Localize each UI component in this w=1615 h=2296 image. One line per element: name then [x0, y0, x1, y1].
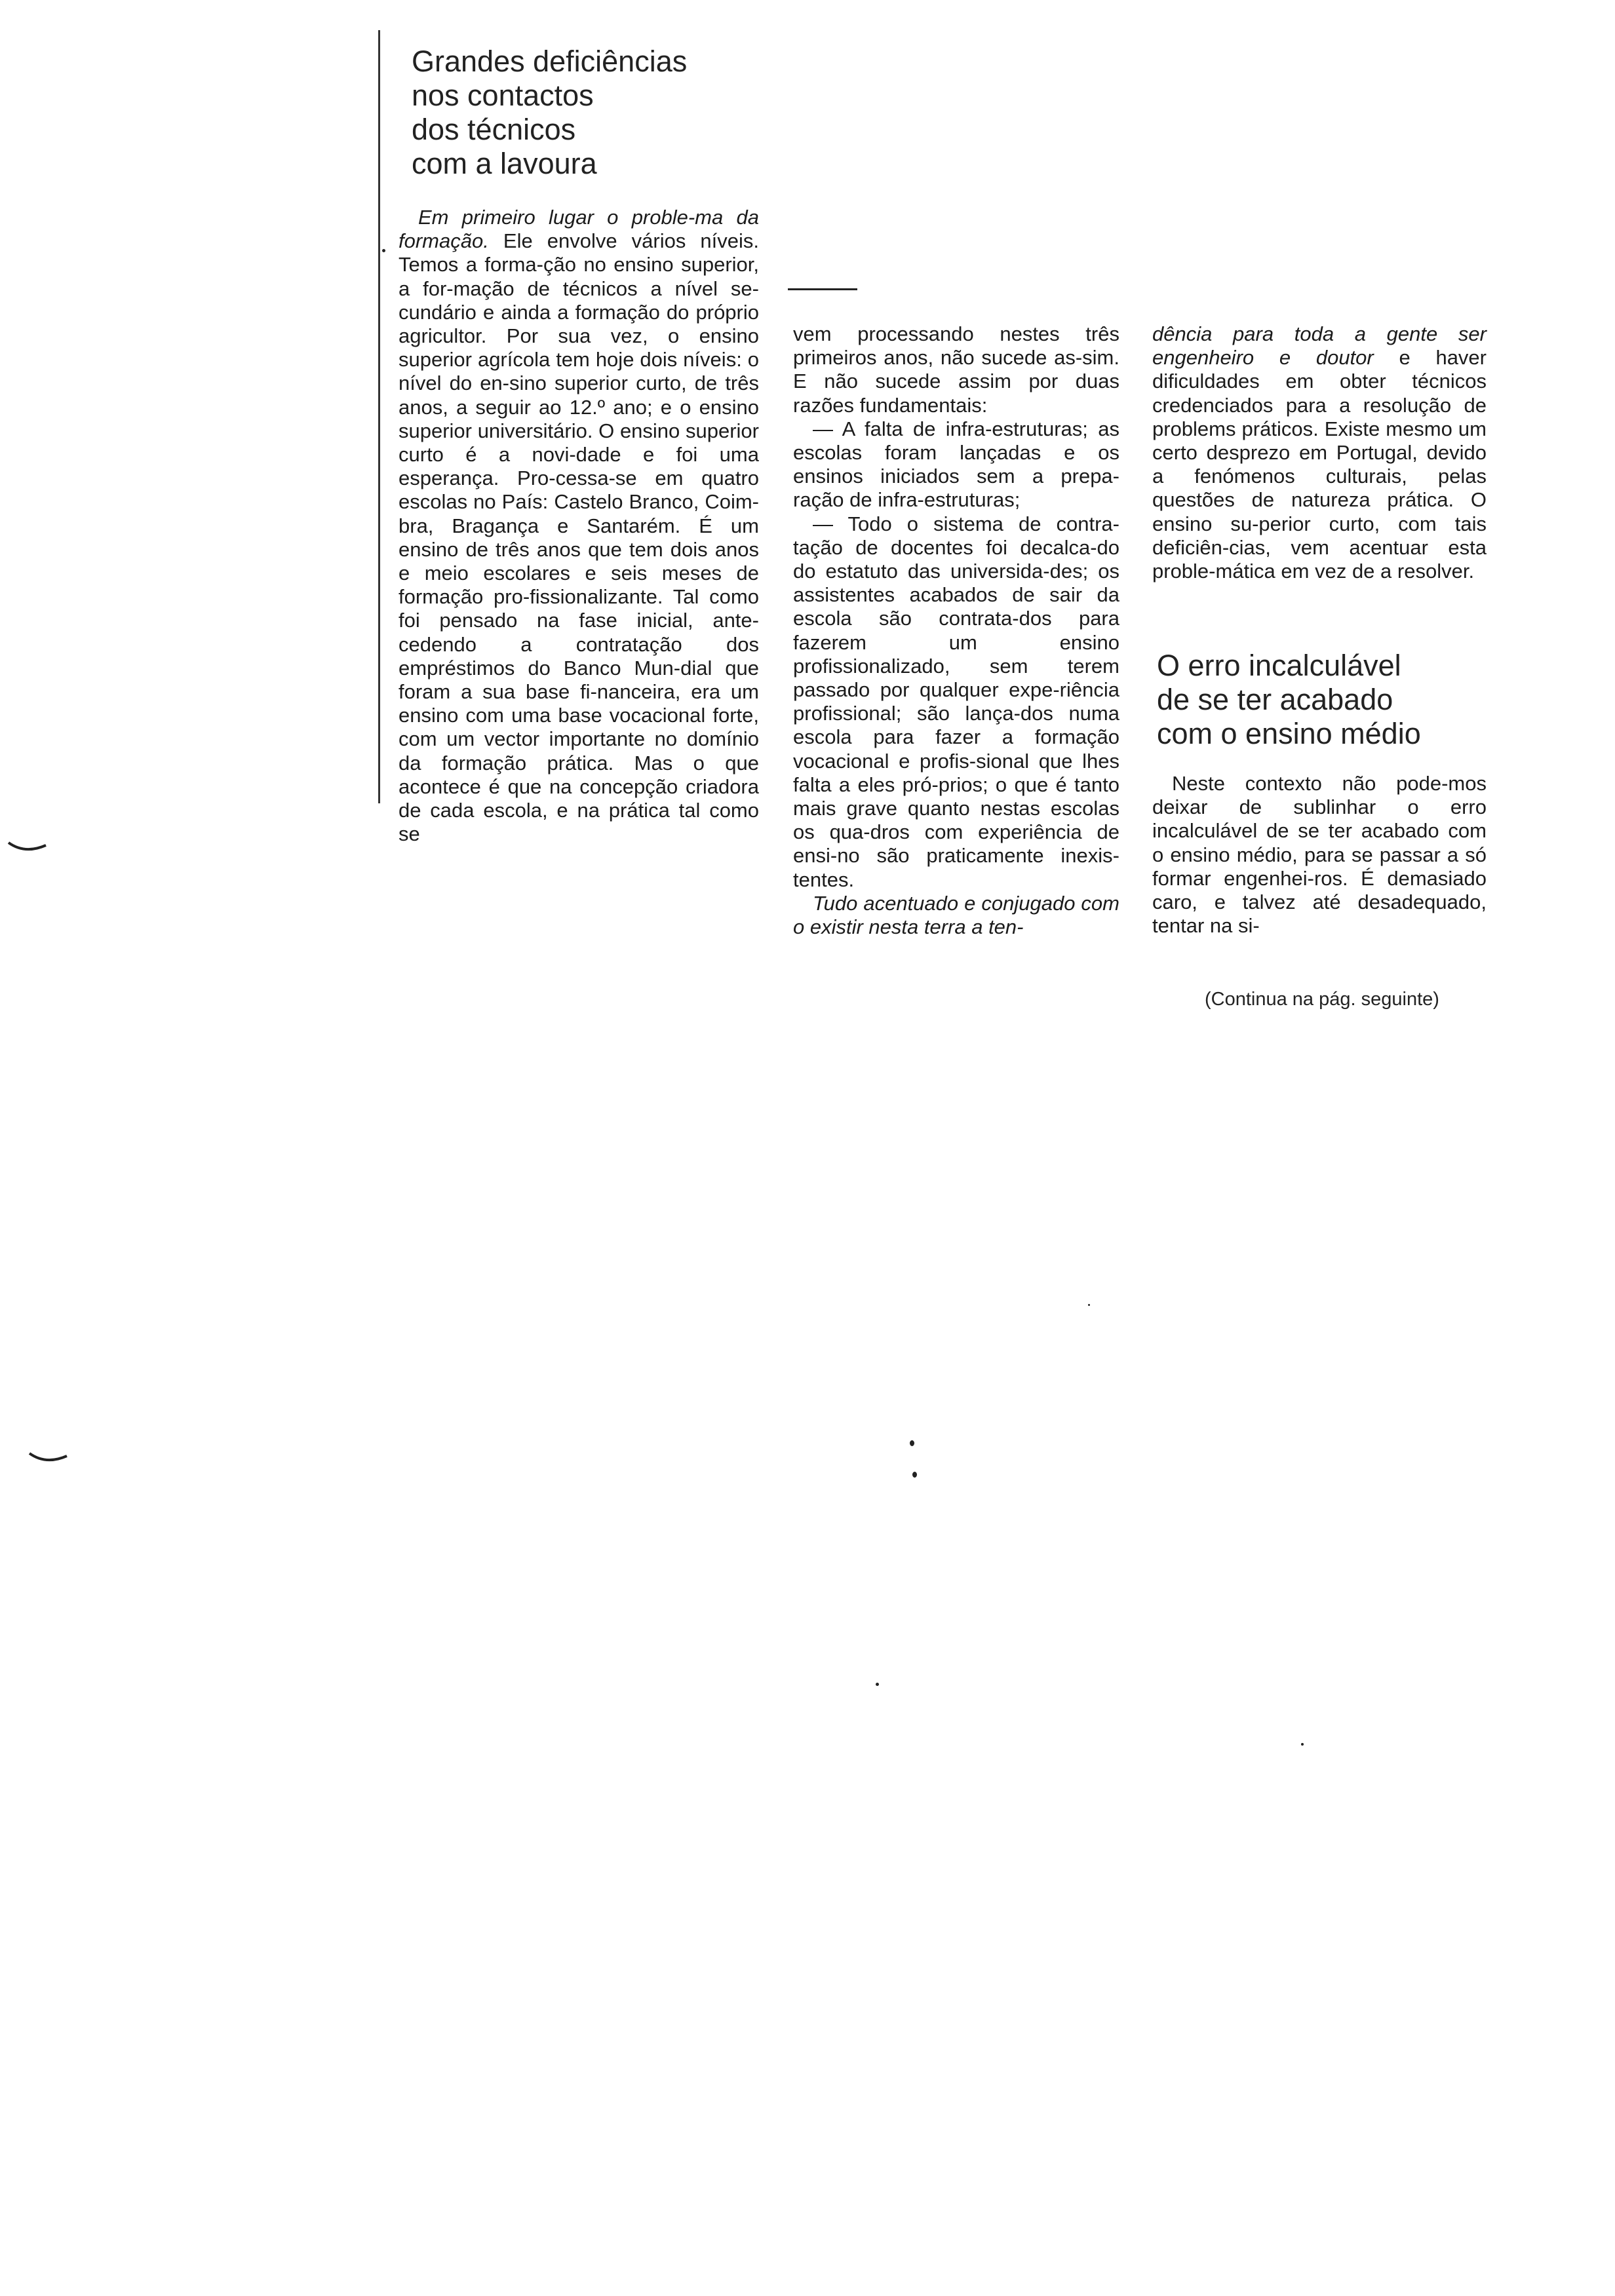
heading2-line: com o ensino médio	[1157, 717, 1421, 750]
scan-speck	[382, 249, 385, 252]
scan-mark	[5, 837, 51, 857]
paragraph: — Todo o sistema de contra-tação de docentes foi decalca-do do estatuto das universida-des; os assistentes acabados de sair da escola são contrata-dos para fazerem um ensino profissionalizado, sem terem passado por qualquer expe-riência profissional; são lança-dos numa escola para fazer a formação vocacional e profis-sional que lhes falta a eles pró-prios; o que é tanto mais grave quanto nestas escolas os qua-dros com experiência de ensi-no são praticamente inexis-tentes.	[793, 512, 1119, 891]
heading1-line: nos contactos	[412, 79, 594, 112]
article-column-2	[793, 322, 1119, 939]
paragraph: — A falta de infra-estruturas; as escolas foram lançadas e os ensinos iniciados sem a prepa-ração de infra-estruturas;	[793, 417, 1119, 512]
heading2-line: de se ter acabado	[1157, 683, 1393, 716]
heading1-line: dos técnicos	[412, 113, 576, 146]
italic-text: dência para toda a gente ser engenheiro e doutor	[1152, 322, 1487, 370]
heading1-line: com a lavoura	[412, 147, 597, 180]
heading2-line: O erro incalculável	[1157, 649, 1401, 682]
article-column-3	[1152, 322, 1487, 583]
scan-speck	[912, 1472, 917, 1478]
scan-speck	[1088, 1304, 1090, 1306]
heading-grandes-deficiencias	[412, 45, 779, 181]
heading-erro-incalculavel	[1157, 649, 1498, 751]
column-rule	[378, 30, 380, 803]
column-dash	[788, 288, 857, 290]
scan-speck	[910, 1440, 914, 1446]
scan-mark	[26, 1448, 72, 1468]
article-column-1	[399, 206, 759, 846]
heading1-line: Grandes deficiências	[412, 45, 688, 78]
paragraph: vem processando nestes três primeiros anos, não sucede as-sim. E não sucede assim por duas razões fundamentais:	[793, 322, 1119, 417]
paragraph	[793, 892, 1119, 939]
scan-speck	[876, 1683, 879, 1686]
italic-text: Tudo acentuado e conjugado com o existir nesta terra a ten-	[793, 891, 1119, 939]
continuation-note: (Continua na pág. seguinte)	[1205, 989, 1439, 1010]
paragraph: Neste contexto não pode-mos deixar de sublinhar o erro incalculável de se ter acabado com o ensino médio, para se passar a só formar engenhei-ros. É demasiado caro, e talvez até desadequado, tentar na si-	[1152, 772, 1487, 938]
paragraph-text: Ele envolve vários níveis. Temos a forma-ção no ensino superior, a for-mação de técnicos a nível se-cundário e ainda a formação do próprio agricultor. Por sua vez, o ensino superior agrícola tem hoje dois níveis: o nível do en-sino superior curto, de três anos, a seguir ao 12.º ano; e o ensino superior universitário. O ensino superior curto é a novi-dade e foi uma esperança. Pro-cessa-se em quatro escolas no País: Castelo Branco, Coim-bra, Bragança e Santarém. É um ensino de três anos que tem dois anos e meio escolares e seis meses de formação pro-fissionalizante. Tal como foi pensado na fase inicial, ante-cedendo a contratação dos empréstimos do Banco Mun-dial que foram a sua base fi-nanceira, era um ensino com uma base vocacional forte, com um vector importante no domínio da formação prática. Mas o que acontece é que na concepção criadora de cada escola, e na prática tal como se	[399, 229, 759, 846]
article-column-3b	[1152, 772, 1487, 938]
paragraph-text: e haver dificuldades em obter técnicos credenciados para a resolução de problems práticos. Existe mesmo um certo desprezo em Portugal, devido a fenómenos culturais, pelas questões de natureza prática. O ensino su-perior curto, com tais deficiên-cias, vem acentuar esta proble-mática em vez de a resolver.	[1152, 346, 1487, 583]
scan-speck	[1301, 1743, 1304, 1746]
paragraph	[1152, 322, 1487, 583]
lead-italic: Em primeiro lugar o proble-ma da formação.	[399, 206, 759, 253]
paragraph	[399, 206, 759, 846]
